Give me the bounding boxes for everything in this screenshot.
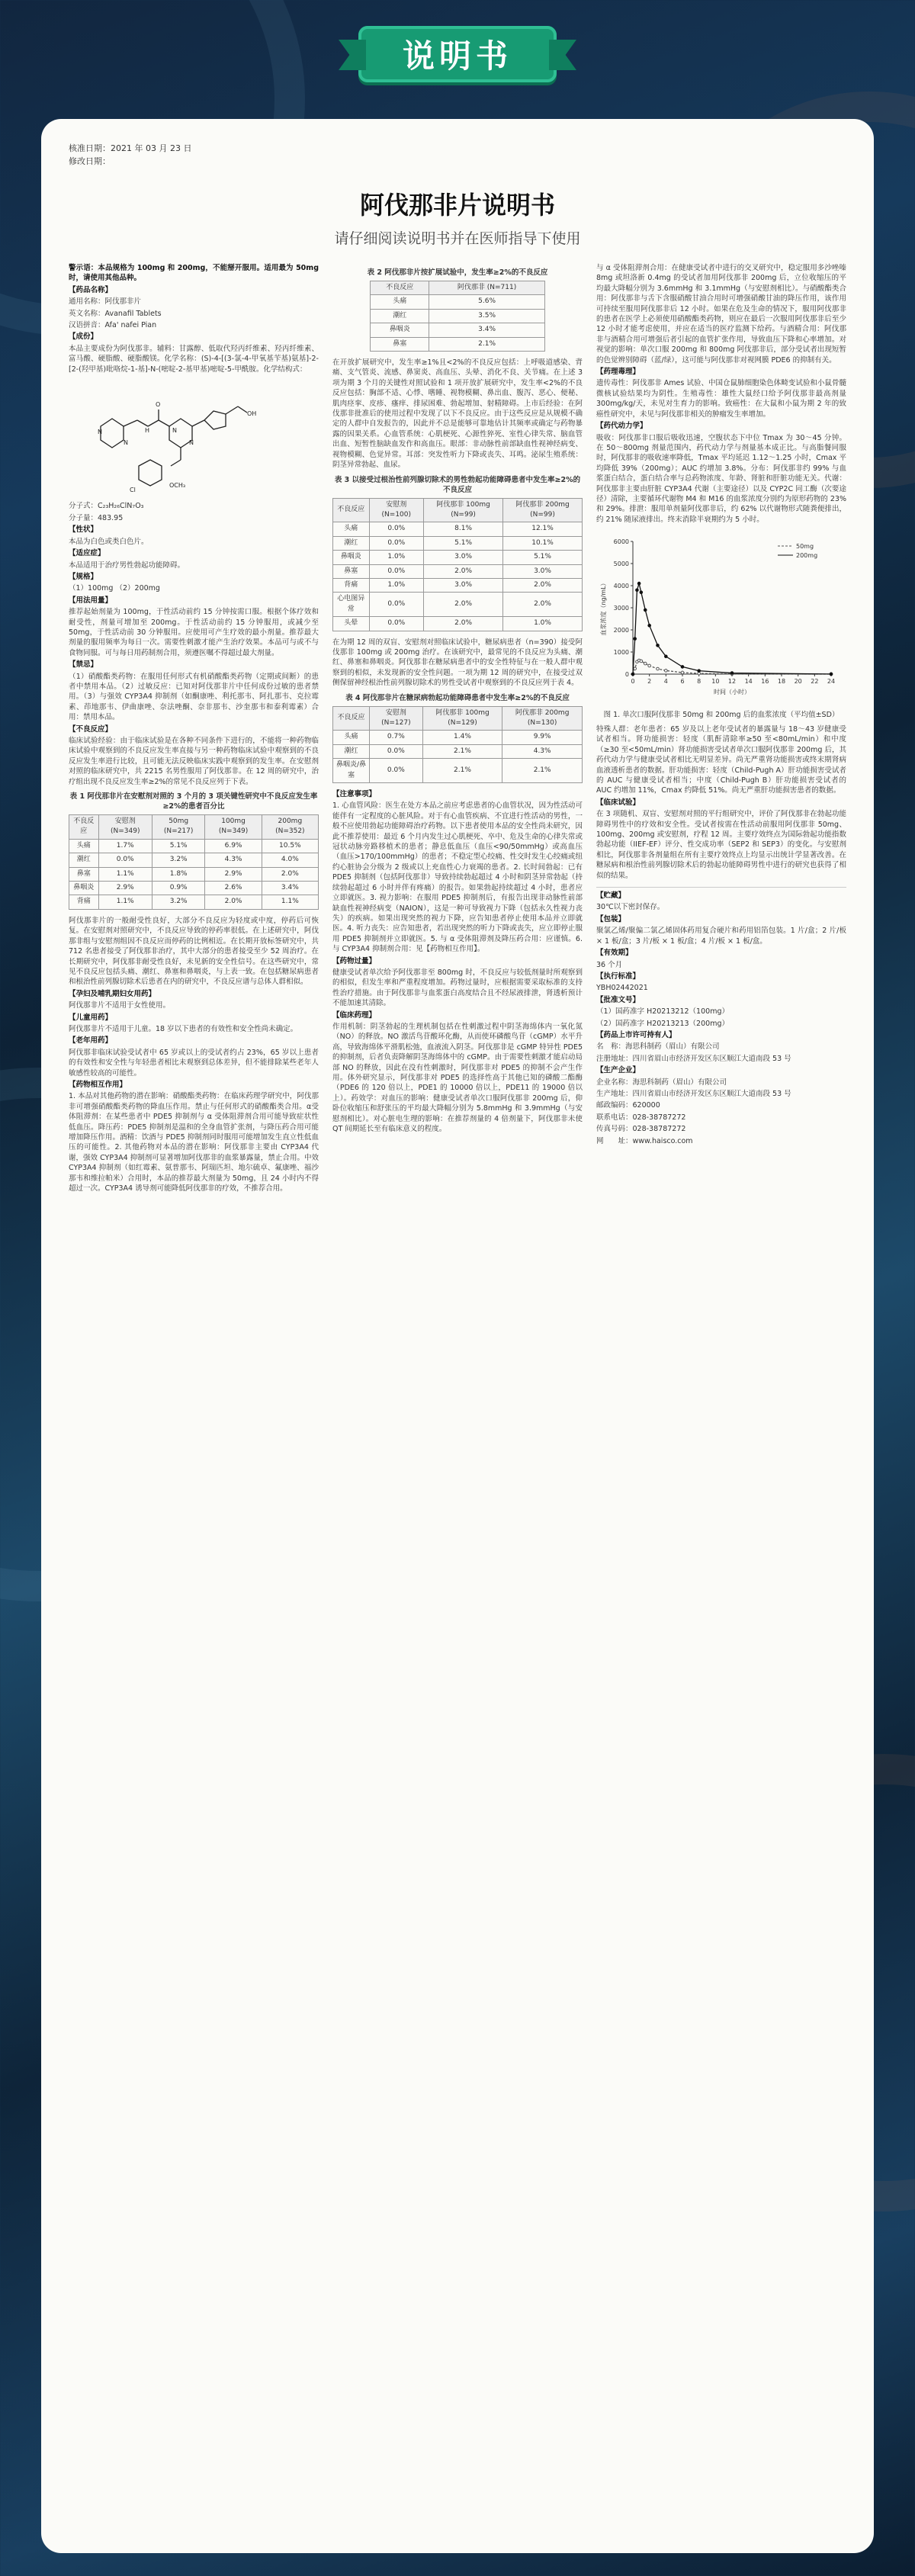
table-row xyxy=(333,617,583,631)
table-cell: 3.5% xyxy=(429,309,544,323)
table-header: 阿伐那非 100mg (N=99) xyxy=(424,498,503,522)
holder-line: 注册地址：四川省眉山市经济开发区东区顺江大道南段 53 号 xyxy=(596,1054,791,1063)
column-3 xyxy=(596,263,846,1195)
x-tick-label: 24 xyxy=(827,678,836,686)
table-cell: 4.3% xyxy=(205,853,262,867)
table-row xyxy=(69,895,319,909)
warning-text: 警示语：本品规格为 100mg 和 200mg，不能掰开服用。适用最为 50mg 时，请使用其他品种。 xyxy=(69,264,319,283)
data-point xyxy=(640,591,643,594)
data-point xyxy=(636,589,639,592)
table-header: 阿伐那非 200mg (N=99) xyxy=(503,498,583,522)
section-heading: 【不良反应】 xyxy=(69,724,113,734)
data-point xyxy=(634,667,637,670)
table-cell: 0.0% xyxy=(98,853,152,867)
table-cell: 8.1% xyxy=(424,522,503,536)
x-tick-label: 22 xyxy=(811,678,819,686)
x-tick-label: 6 xyxy=(680,678,685,686)
table-cell: 鼻咽炎/鼻塞 xyxy=(333,759,370,783)
table-row xyxy=(69,853,319,867)
table-cell: 1.7% xyxy=(98,839,152,853)
section-heading: 【批准文号】 xyxy=(596,995,640,1004)
geriatric-text: 阿伐那非临床试验受试者中 65 岁或以上的受试者约占 23%，65 岁以上患者的有效性和安全性与年轻患者相比未观察到总体差异，但不能排除某些老年人敏感性较高的可能性。 xyxy=(69,1048,319,1078)
table-cell: 4.0% xyxy=(262,853,318,867)
section-heading: 【包装】 xyxy=(596,914,626,923)
section-heading: 【性状】 xyxy=(69,525,98,535)
table-row xyxy=(333,536,583,550)
table-row xyxy=(69,839,319,853)
section-heading: 【生产企业】 xyxy=(596,1066,640,1075)
table-cell: 头痛 xyxy=(69,839,99,853)
x-axis-label: 时间（小时） xyxy=(714,689,750,696)
svg-text:N: N xyxy=(124,439,128,447)
table-header: 200mg (N=352) xyxy=(262,815,318,840)
table-caption: 表 2 阿伐那非片按扩展试验中，发生率≥2%的不良反应 xyxy=(367,268,548,277)
y-tick-label: 4000 xyxy=(613,583,629,590)
table-header: 100mg (N=349) xyxy=(205,815,262,840)
section-heading: 【药品上市许可持有人】 xyxy=(596,1030,676,1039)
table-cell: 10.1% xyxy=(503,536,583,550)
molecular-formula: 分子式：C₂₃H₂₆ClN₇O₃ xyxy=(69,502,144,511)
svg-text:OH: OH xyxy=(247,410,257,418)
section-heading: 【药理毒理】 xyxy=(596,368,640,377)
table-cell: 头晕 xyxy=(333,617,370,631)
data-point xyxy=(665,655,668,658)
banner-title: 说明书 xyxy=(402,37,512,75)
svg-text:OCH₃: OCH₃ xyxy=(169,482,186,490)
table-cell: 3.0% xyxy=(503,564,583,578)
section-heading: 【适应症】 xyxy=(69,549,105,558)
table-cell: 9.9% xyxy=(502,731,583,744)
y-tick-label: 3000 xyxy=(613,605,629,612)
maker-line: 企业名称：海思科制药（眉山）有限公司 xyxy=(596,1078,727,1087)
x-tick-label: 0 xyxy=(631,678,635,686)
table-row xyxy=(333,744,583,758)
document-sheet xyxy=(41,119,874,2553)
x-tick-label: 18 xyxy=(777,678,786,686)
data-point xyxy=(681,666,684,669)
data-point xyxy=(698,670,701,673)
section-heading: 【药品名称】 xyxy=(69,285,113,294)
table-cell: 2.9% xyxy=(98,882,152,895)
table-cell: 5.1% xyxy=(152,839,205,853)
table-row xyxy=(333,551,583,564)
adverse-reaction-table-3 xyxy=(332,498,583,631)
section-heading: 【孕妇及哺乳期妇女用药】 xyxy=(69,989,156,998)
pediatric-text: 阿伐那非片不适用于儿童。18 岁以下患者的有效性和安全性尚未确定。 xyxy=(69,1024,298,1033)
table-cell: 2.9% xyxy=(205,867,262,881)
x-tick-label: 2 xyxy=(647,678,652,686)
data-point xyxy=(681,671,684,674)
series-line-200mg xyxy=(633,583,831,674)
table-cell: 1.1% xyxy=(262,895,318,909)
table-cell: 2.6% xyxy=(205,882,262,895)
table-header: 安慰剂 (N=100) xyxy=(369,498,424,522)
y-tick-label: 0 xyxy=(624,671,629,679)
section-heading: 【药物相互作用】 xyxy=(69,1080,127,1089)
table-header: 不良反应 xyxy=(333,706,370,731)
y-axis-label: 血浆浓度（ng/mL） xyxy=(600,580,607,636)
x-tick-label: 16 xyxy=(761,678,769,686)
table-row xyxy=(333,578,583,592)
license-line: （2）国药准字 H20213213（200mg） xyxy=(596,1019,729,1028)
table-cell: 鼻塞 xyxy=(69,867,99,881)
table-cell: 0.9% xyxy=(152,882,205,895)
document-subtitle: 请仔细阅读说明书并在医师指导下使用 xyxy=(334,230,581,247)
holder-line: 名 称：海思科制药（眉山）有限公司 xyxy=(596,1042,720,1052)
x-tick-label: 8 xyxy=(697,678,702,686)
table-cell: 鼻塞 xyxy=(371,337,429,351)
section-heading: 【临床试验】 xyxy=(596,798,640,807)
section-heading: 【执行标准】 xyxy=(596,972,640,981)
table-cell: 3.2% xyxy=(152,853,205,867)
table-row xyxy=(333,593,583,617)
section-heading: 【贮藏】 xyxy=(596,891,626,901)
table-row xyxy=(371,309,545,323)
table-cell: 1.1% xyxy=(98,895,152,909)
composition-text: 本品主要成份为阿伐那非。辅料：甘露醇、低取代羟丙纤维素、羟丙纤维素、富马酸、硬脂酸、硬脂酸镁。化学名称：(S)-4-[(3-氯-4-甲氧基苄基)氨基]-2-[2-(羟甲基)吡咯烷-1-基]-N-(嘧啶-2-基甲基)嘧啶-5-甲酰胺。化学结构式： xyxy=(69,344,319,374)
adverse-reaction-table-1 xyxy=(69,814,319,910)
section-heading: 【用法用量】 xyxy=(69,596,113,605)
table-header: 50mg (N=217) xyxy=(152,815,205,840)
section-heading: 【药代动力学】 xyxy=(596,422,647,431)
product-info-block xyxy=(596,887,846,1146)
svg-text:N: N xyxy=(98,429,102,436)
pharmacokinetics-text: 特殊人群：老年患者：65 岁及以上老年受试者的暴露量与 18～43 岁健康受试者相当。肾功能损害：轻度（肌酐清除率≥50 至<80mL/min）和中度（≥30 至<50mL/min）肾功能损害受试者单次口服阿伐那非 200mg 后，其药代动力学与健康受试者相比无明显差异。尚无严重肾功能损害或终末期肾病血液透析患者的数据。肝功能损害：轻度（Child-Pugh A）肝功能损害受试者的 AUC 与健康受试者相当；中度（Child-Pugh B）肝功能损害受试者的 AUC 约增加 11%，Cmax 约降低 51%。尚无严重肝功能损害患者的数据。 xyxy=(596,724,846,795)
data-point xyxy=(657,644,660,647)
table-caption: 表 1 阿伐那非片在安慰剂对照的 3 个月的 3 项关键性研究中不良反应发生率≥2%的患者百分比 xyxy=(69,792,318,811)
section-heading: 【老年用药】 xyxy=(69,1036,113,1045)
license-line: （1）国药准字 H20213212（100mg） xyxy=(596,1007,729,1017)
data-point xyxy=(657,667,660,670)
table-cell: 头痛 xyxy=(333,731,370,744)
toxicology-text: 遗传毒性：阿伐那非 Ames 试验、中国仓鼠肺细胞染色体畸变试验和小鼠骨髓微核试验结果均为阴性。生殖毒性：雄性大鼠经口给予阿伐那非最高剂量 300mg/kg/天，未见对生育力的影响。致癌性：在大鼠和小鼠为期 2 年的致癌性研究中，未见与阿伐那非相关的肿瘤发生率增加。 xyxy=(596,379,846,419)
svg-text:O: O xyxy=(156,401,161,409)
maker-line: 生产地址：四川省眉山市经济开发区东区顺江大道南段 53 号 xyxy=(596,1089,791,1098)
table-cell: 潮红 xyxy=(333,744,370,758)
data-point xyxy=(648,664,651,667)
table-cell: 潮红 xyxy=(333,536,370,550)
adverse-reaction-text: 在开放扩展研究中，发生率≥1%且<2%的不良反应包括：上呼吸道感染、背痛、支气管炎、流感、鼻窦炎、高血压、头晕、消化不良、关节痛。在上述 3 项为期 3 个月的关键性对照试验和 1 项开放扩展研究中，发生率<2%的不良反应包括：胸部不适、心悸、嗜睡、视物模糊、鼻出血、腹泻、恶心、便秘、肌肉痉挛、皮疹、瘙痒、排尿困难、勃起增加、射精障碍。上市后经验：在阿伐那非批准后的使用过程中发现了以下不良反应。由于这些反应是从规模不确定的人群中自发报告的，因此并不总是能够可靠地估计其频率或确定与药物暴露的因果关系。心血管系统：心肌梗死、心源性猝死、室性心律失常、脑血管出血、短暂性脑缺血发作和高血压。眼部：非动脉性前部缺血性视神经病变、视物模糊、色觉异常。耳部：突发性听力下降或丧失、耳鸣。泌尿生殖系统：阴茎异常勃起、血尿。 xyxy=(332,358,583,470)
precautions-text: 1. 心血管风险：医生在处方本品之前应考虑患者的心血管状况，因为性活动可能伴有一定程度的心脏风险。对于有心血管疾病、不宜进行性活动的男性，一般不应使用勃起功能障碍治疗药物。以下患者使用本品的安全性尚未研究，因此不推荐使用：最近 6 个月内发生过心肌梗死、卒中、危及生命的心律失常或冠状动脉旁路移植术的患者；静息低血压（血压<90/50mmHg）或高血压（血压>170/100mmHg）的患者；不稳定型心绞痛、性交时发生心绞痛或纽约心脏协会分级为 2 级或以上充血性心力衰竭的患者。2. 长时间勃起：已有 PDE5 抑制剂（包括阿伐那非）导致持续勃起超过 4 小时和阴茎异常勃起（持续勃起超过 6 小时并伴有疼痛）的报告。如果勃起持续超过 4 小时，患者应立即就医。3. 视力影响：在服用 PDE5 抑制剂后，有报告出现非动脉性前部缺血性视神经病变（NAION），这是一种可导致视力下降（包括永久性视力丧失）的疾病。如果出现突然的视力下降，应告知患者停止使用本品并立即就医。4. 听力丧失：应告知患者，若出现突然的听力下降或丧失，应立即停止服用 PDE5 抑制剂并立即就医。5. 与 α 受体阻滞剂及降压药合用：应谨慎。6. 与 CYP3A4 抑制剂合用：见【药物相互作用】。 xyxy=(332,801,583,954)
table-header: 不良反应 xyxy=(69,815,99,840)
table-cell: 2.0% xyxy=(503,593,583,617)
data-point xyxy=(830,673,833,676)
legend-label: 200mg xyxy=(796,552,818,560)
data-point xyxy=(644,609,647,612)
column-2 xyxy=(332,263,583,1195)
table-row xyxy=(371,337,545,351)
maker-line: 邮政编码：620000 xyxy=(596,1101,660,1110)
website-link[interactable]: 网 址：www.haisco.com xyxy=(596,1136,693,1145)
y-tick-label: 2000 xyxy=(613,627,629,634)
section-heading: 【禁忌】 xyxy=(69,660,98,670)
table-cell: 0.0% xyxy=(369,564,424,578)
shelf-life-text: 36 个月 xyxy=(596,960,623,969)
table-header: 阿伐那非 200mg (N=130) xyxy=(502,706,583,731)
section-heading: 【规格】 xyxy=(69,572,98,581)
table-cell: 3.4% xyxy=(429,323,544,337)
table-cell: 1.1% xyxy=(98,867,152,881)
contraindication-text: （1）硝酸酯类药物：在服用任何形式有机硝酸酯类药物（定期或间断）的患者中禁用本品。（2）过敏反应：已知对阿伐那非片中任何成份过敏的患者禁用。（3）与强效 CYP3A4 抑制剂（如酮康唑、利托那韦、阿扎那韦、克拉霉素、茚地那韦、伊曲康唑、奈法唑酮、奈非那韦、沙奎那韦和泰利霉素）合用：禁用本品。 xyxy=(69,672,319,722)
table-cell: 头痛 xyxy=(333,522,370,536)
table-cell: 2.0% xyxy=(205,895,262,909)
table-row xyxy=(333,564,583,578)
section-heading: 【临床药理】 xyxy=(332,1010,377,1020)
table-cell: 0.7% xyxy=(370,731,423,744)
data-point xyxy=(730,672,734,675)
table-cell: 2.0% xyxy=(262,867,318,881)
x-tick-label: 14 xyxy=(744,678,753,686)
adverse-reaction-text: 临床试验经验：由于临床试验是在各种不同条件下进行的，不能将一种药物临床试验中观察到的不良反应发生率直接与另一种药物临床试验中观察到的不良反应发生率进行比较，且可能无法反映临床实践中观察到的发生率。在安慰剂对照的临床研究中，共 2215 名男性服用了阿伐那非。在 12 周的研究中，治疗组出现不良反应发生率≥2%的常见不良反应列于下表。 xyxy=(69,737,319,786)
table-cell: 5.1% xyxy=(503,551,583,564)
pk-concentration-chart xyxy=(596,529,840,705)
table-row xyxy=(371,295,545,309)
table-cell: 2.1% xyxy=(429,337,544,351)
maker-line: 传真号码：028-38787272 xyxy=(596,1125,686,1134)
svg-text:N: N xyxy=(172,427,177,435)
table-row xyxy=(69,882,319,895)
svg-text:Cl: Cl xyxy=(130,487,136,494)
pharmacology-text: 作用机制：阴茎勃起的生理机制包括在性刺激过程中阴茎海绵体内一氧化氮（NO）的释放。NO 激活鸟苷酸环化酶，从而使环磷酸鸟苷（cGMP）水平升高，导致海绵体平滑肌松弛，血液流入阴茎。阿伐那非是 cGMP 特异性 PDE5 的抑制剂，后者负责降解阴茎海绵体中的 cGMP。由于需要性刺激才能启动局部 NO 的释放，因此在没有性刺激时，阿伐那非对 PDE5 的抑制不会产生作用。体外研究显示，阿伐那非对 PDE5 的选择性高于其他已知的磷酸二酯酶（PDE6 的 120 倍以上，PDE1 的 10000 倍以上，PDE11 的 19000 倍以上）。药效学：对血压的影响：健康受试者单次口服阿伐那非 200mg 后，仰卧位收缩压和舒张压的平均最大降幅分别为 5.8mmHg 和 3.9mmHg（与安慰剂相比）。对心脏电生理的影响：在推荐剂量的 4 倍剂量下，阿伐那非未使 QT 间期延长至有临床意义的程度。 xyxy=(332,1022,583,1134)
svg-text:N: N xyxy=(189,439,194,447)
table-cell: 潮红 xyxy=(69,853,99,867)
table-cell: 2.1% xyxy=(422,759,502,783)
properties-text: 本品为白色或类白色片。 xyxy=(69,537,149,546)
section-heading: 【注意事项】 xyxy=(332,790,377,799)
table-cell: 12.1% xyxy=(503,522,583,536)
name-line: 汉语拼音：Afa' nafei Pian xyxy=(69,321,157,330)
table-cell: 2.0% xyxy=(503,578,583,592)
name-line: 通用名称：阿伐那非片 xyxy=(69,297,142,307)
table-cell: 1.4% xyxy=(422,731,502,744)
overdose-text: 健康受试者单次给予阿伐那非至 800mg 时，不良反应与较低剂量时所观察到的相似，但发生率和严重程度增加。药物过量时，应根据需要采取标准的支持性治疗措施。由于阿伐那非与血浆蛋白高度结合且不经尿液排泄，肾透析预计不能加速其清除。 xyxy=(332,968,583,1008)
table-cell: 0.0% xyxy=(369,536,424,550)
body-text: 与 α 受体阻滞剂合用：在健康受试者中进行的交叉研究中，稳定服用多沙唑嗪 8mg 或坦洛新 0.4mg 的受试者加用阿伐那非 200mg 后，立位收缩压的平均最大降幅分别为 3.6mmHg 和 3.1mmHg（与安慰剂相比）。与硝酸酯类合用：阿伐那非与舌下含服硝酸甘油合用时可增强硝酸甘油的降压作用，该作用可持续至服用阿伐那非后 12 小时。如果在危及生命的情况下，服用阿伐那非的患者在医学上必须使用硝酸酯类药物，则应在最后一次服用阿伐那非后至少 12 小时才能考虑使用，并应在适当的医疗监测下给药。与酒精合用：阿伐那非与酒精合用可增强后者引起的血管扩张作用，导致血压下降和心率增加。对视觉的影响：单次口服 200mg 和 800mg 阿伐那非后，部分受试者出现短暂的色觉辨别障碍（蓝/绿），这可能与阿伐那非对视网膜 PDE6 的抑制有关。 xyxy=(596,264,846,365)
table-cell: 5.6% xyxy=(429,295,544,309)
data-point xyxy=(665,670,668,673)
legend-label: 50mg xyxy=(796,543,814,551)
table-row xyxy=(371,323,545,337)
table-row xyxy=(333,731,583,744)
x-tick-label: 12 xyxy=(727,678,737,686)
x-tick-label: 20 xyxy=(794,678,802,686)
data-point xyxy=(644,662,647,665)
table-cell: 背痛 xyxy=(333,578,370,592)
standard-text: YBH02442021 xyxy=(596,984,648,993)
table-cell: 背痛 xyxy=(69,895,99,909)
pharmacokinetics-text: 吸收：阿伐那非口服后吸收迅速，空腹状态下中位 Tmax 为 30～45 分钟。在 50～800mg 剂量范围内，药代动力学与剂量基本成正比。与高脂餐同服时，阿伐那非的吸收速率降低，Tmax 平均延迟 1.12～1.25 小时，Cmax 平均降低 39%（200mg）；AUC 约增加 3.8%。分布：阿伐那非约 99% 与血浆蛋白结合，蛋白结合率与总药物浓度、年龄、肾脏和肝脏功能无关。代谢：阿伐那非主要由肝脏 CYP3A4 代谢（主要途径）以及 CYP2C 同工酶（次要途径）清除，主要循环代谢物 M4 和 M16 的血浆浓度分别约为原形药物的 23% 和 29%。排泄：服用单剂量阿伐那非后，约 62% 以代谢物形式随粪便排出，约 21% 随尿液排出。终末消除半衰期约为 5 小时。 xyxy=(596,433,846,524)
body-text: 在为期 12 周的双盲、安慰剂对照临床试验中，糖尿病患者（n=390）接受阿伐那非 100mg 或 200mg 治疗。在该研究中，最常见的不良反应为头痛、潮红、鼻塞和鼻咽炎。阿伐那非在糖尿病患者中的安全性特征与在一般人群中观察到的相似，未发现新的安全性问题。一项为期 12 周的研究中，在接受过双侧保留神经根治性前列腺切除术的男性受试者中观察到的不良反应列于表 4。 xyxy=(332,638,583,688)
table-cell: 1.0% xyxy=(369,551,424,564)
table-cell: 1.8% xyxy=(152,867,205,881)
adverse-reaction-table-4 xyxy=(332,706,583,783)
data-point xyxy=(631,673,634,676)
table-cell: 鼻咽炎 xyxy=(371,323,429,337)
table-row xyxy=(333,759,583,783)
table-cell: 2.1% xyxy=(422,744,502,758)
maker-line: 联系电话：028-38787272 xyxy=(596,1113,686,1122)
section-heading: 【药物过量】 xyxy=(332,956,377,965)
banner-ribbon xyxy=(358,26,557,82)
svg-text:H: H xyxy=(145,427,150,435)
revision-date: 修改日期： xyxy=(69,156,111,166)
molecular-weight: 分子量：483.95 xyxy=(69,513,124,522)
table-cell: 6.9% xyxy=(205,839,262,853)
y-tick-label: 5000 xyxy=(613,560,629,568)
clinical-trial-text: 在 3 项随机、双盲、安慰剂对照的平行组研究中，评价了阿伐那非在勃起功能障碍男性中的疗效和安全性。受试者按需在性活动前服用阿伐那非 50mg、100mg、200mg 或安慰剂，疗程 12 周。主要疗效终点为国际勃起功能指数勃起功能（IIEF-EF）评分、性交成功率（SEP2 和 SEP3）的变化。与安慰剂相比，阿伐那非各剂量组在所有主要疗效终点上均显示出统计学显著改善。在糖尿病和根治性前列腺切除术后的勃起功能障碍男性中进行的研究也获得了相似的结果。 xyxy=(596,810,846,880)
indication-text: 本品适用于治疗男性勃起功能障碍。 xyxy=(69,560,185,570)
table-header: 阿伐那非 (N=711) xyxy=(429,281,544,295)
y-tick-label: 1000 xyxy=(613,649,629,657)
table-cell: 2.1% xyxy=(502,759,583,783)
package-text: 聚氯乙烯/聚偏二氯乙烯固体药用复合硬片和药用铝箔包装。1 片/盒；2 片/板 × 1 板/盒；3 片/板 × 1 板/盒；4 片/板 × 1 板/盒。 xyxy=(596,927,846,946)
table-cell: 0.0% xyxy=(369,593,424,617)
column-1 xyxy=(69,263,319,1195)
table-cell: 鼻塞 xyxy=(333,564,370,578)
specification-text: （1）100mg （2）200mg xyxy=(69,584,160,593)
table-cell: 1.0% xyxy=(369,578,424,592)
data-point xyxy=(637,582,640,585)
approval-date: 核准日期：2021 年 03 月 23 日 xyxy=(69,143,192,153)
x-tick-label: 4 xyxy=(663,678,668,686)
section-heading: 【儿童用药】 xyxy=(69,1013,113,1022)
chemical-structure-diagram xyxy=(78,381,268,495)
table-header: 不良反应 xyxy=(333,498,370,522)
interaction-text: 1. 本品对其他药物的潜在影响：硝酸酯类药物：在临床药理学研究中，阿伐那非可增强硝酸酯类药物的降血压作用。禁止与任何形式的硝酸酯类合用。α受体阻滞剂：在某些患者中 PDE5 抑制剂与 α 受体阻滞剂合用可能导致症状性低血压。降压药：PDE5 抑制剂是温和的全身血管扩张剂，与降压药合用可能增加降压作用。酒精：饮酒与 PDE5 抑制剂同时服用可能增加发生直立性低血压的可能性。2. 其他药物对本品的潜在影响：阿伐那非主要由 CYP3A4 代谢，强效 CYP3A4 抑制剂可显著增加阿伐那非的血浆暴露量，禁止合用。中效 CYP3A4 抑制剂（如红霉素、氨普那韦、阿瑞匹坦、地尔硫卓、氟康唑、福沙那韦和维拉帕米）合用时，本品的推荐最大剂量为 50mg，且 24 小时内不得超过一次。CYP3A4 诱导剂可能降低阿伐那非的疗效，不推荐合用。 xyxy=(69,1092,319,1193)
pregnancy-text: 阿伐那非片不适用于女性使用。 xyxy=(69,1001,171,1010)
table-cell: 0.0% xyxy=(370,744,423,758)
chart-caption: 图 1. 单次口服阿伐那非 50mg 和 200mg 后的血浆浓度（平均值±SD） xyxy=(603,710,840,719)
name-line: 英文名称：Avanafil Tablets xyxy=(69,309,162,318)
adverse-reaction-table-2 xyxy=(370,281,545,352)
table-caption: 表 4 阿伐那非片在糖尿病勃起功能障碍患者中发生率≥2%的不良反应 xyxy=(345,693,570,702)
y-tick-label: 6000 xyxy=(613,538,629,546)
table-cell: 鼻咽炎 xyxy=(333,551,370,564)
table-cell: 潮红 xyxy=(371,309,429,323)
table-cell: 心电图异常 xyxy=(333,593,370,617)
table-cell: 10.5% xyxy=(262,839,318,853)
table-cell: 3.4% xyxy=(262,882,318,895)
table-cell: 3.2% xyxy=(152,895,205,909)
table-header: 阿伐那非 100mg (N=129) xyxy=(422,706,502,731)
data-point xyxy=(648,625,651,628)
storage-text: 30℃以下密封保存。 xyxy=(596,903,665,912)
document-title: 阿伐那非片说明书 xyxy=(359,191,555,220)
data-point xyxy=(640,660,643,663)
table-header: 安慰剂 (N=349) xyxy=(98,815,152,840)
table-cell: 2.0% xyxy=(424,617,503,631)
table-cell: 0.0% xyxy=(370,759,423,783)
table-cell: 3.0% xyxy=(424,551,503,564)
content-columns xyxy=(69,263,846,1195)
data-point xyxy=(634,638,637,641)
section-heading: 【有效期】 xyxy=(596,949,633,958)
table-cell: 0.0% xyxy=(369,522,424,536)
table-row xyxy=(69,867,319,881)
section-heading: 【成份】 xyxy=(69,332,98,342)
x-tick-label: 10 xyxy=(711,678,720,686)
table-cell: 5.1% xyxy=(424,536,503,550)
table-header: 不良反应 xyxy=(371,281,429,295)
table-cell: 4.3% xyxy=(502,744,583,758)
pk-chart-container xyxy=(596,529,846,708)
table-caption: 表 3 以接受过根治性前列腺切除术的男性勃起功能障碍患者中发生率≥2%的不良反应 xyxy=(334,475,581,494)
table-cell: 3.0% xyxy=(424,578,503,592)
table-cell: 2.0% xyxy=(424,564,503,578)
table-cell: 1.0% xyxy=(503,617,583,631)
table-cell: 头痛 xyxy=(371,295,429,309)
table-row xyxy=(333,522,583,536)
table-cell: 鼻咽炎 xyxy=(69,882,99,895)
table-cell: 2.0% xyxy=(424,593,503,617)
table-cell: 0.0% xyxy=(369,617,424,631)
adverse-reaction-text: 阿伐那非片的一般耐受性良好，大部分不良反应为轻度或中度，停药后可恢复。在安慰剂对照研究中，不良反应导致的停药率很低。在上述研究中，阿伐那非组与安慰剂组因不良反应而停药的比例相近。在长期开放标签研究中，共 712 名患者接受了阿伐那非治疗，其中大部分的患者接受至少 52 周治疗。在长期研究中，阿伐那非耐受性良好，未见新的安全性信号。在这些研究中，常见不良反应包括头痛、潮红、鼻塞和鼻咽炎，与上表一致。在包括糖尿病患者和根治性前列腺切除术后患者在内的研究中，不良反应谱与总体人群相似。 xyxy=(69,916,319,987)
dosage-text: 推荐起始剂量为 100mg，于性活动前约 15 分钟按需口服。根据个体疗效和耐受性，剂量可增加至 200mg。于性活动前约 15 分钟服用，或减少至 50mg，于性活动前 30 分钟服用。应使用可产生疗效的最小剂量。推荐最大剂量的服用频率为每日一次。需要性刺激才能产生治疗效果。本品可与或不与食物同服。可与每日用药制剂合用，须遵医嘱不得超过最大剂量。 xyxy=(69,608,319,657)
table-header: 安慰剂 (N=127) xyxy=(370,706,423,731)
